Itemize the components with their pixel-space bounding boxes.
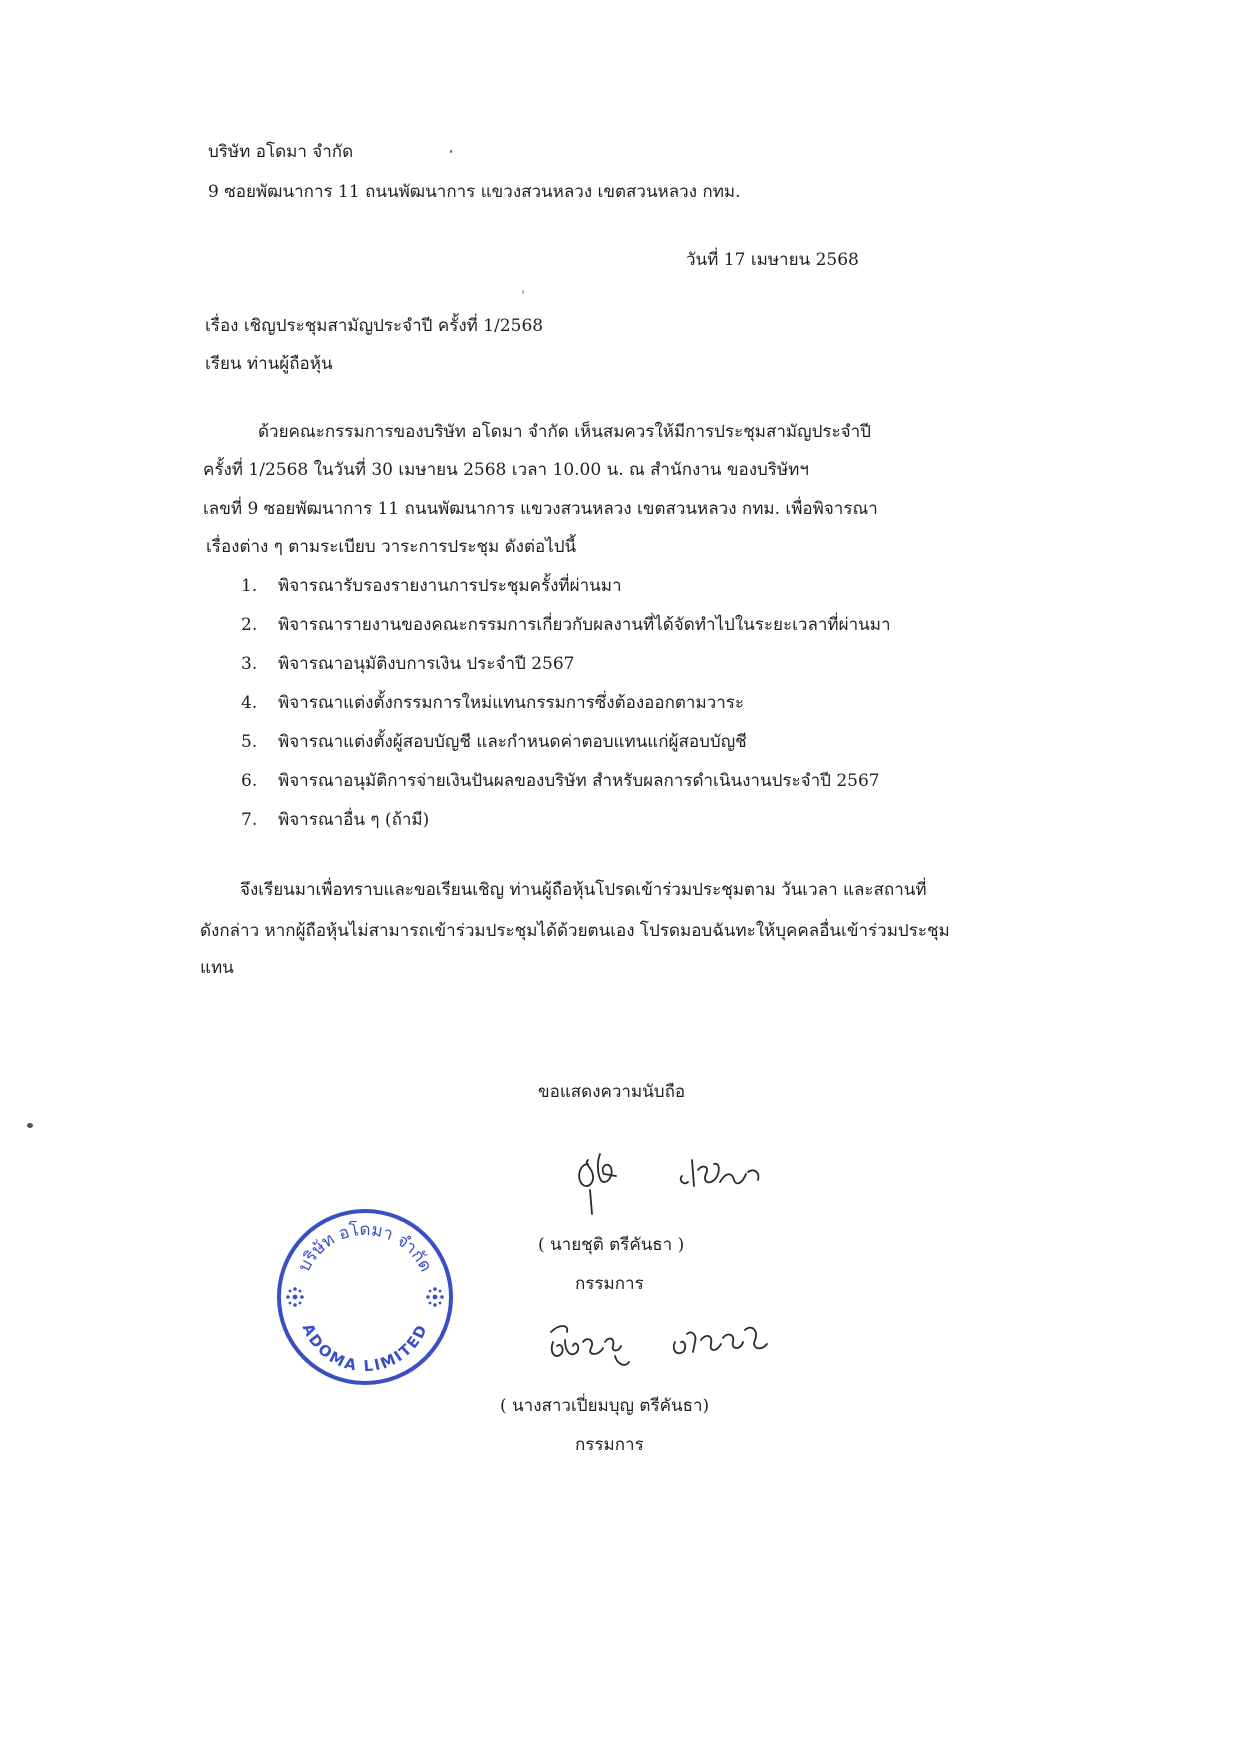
- svg-text:บริษัท อโดมา จำกัด: บริษัท อโดมา จำกัด: [294, 1219, 436, 1276]
- agenda-text: พิจารณารับรองรายงานการประชุมครั้งที่ผ่านมา: [278, 576, 622, 596]
- signatory-1-title: กรรมการ: [575, 1274, 644, 1294]
- agenda-text: พิจารณาอื่น ๆ (ถ้ามี): [278, 810, 430, 830]
- agenda-number: 6.: [241, 771, 258, 791]
- company-name: บริษัท อโดมา จำกัด: [208, 142, 354, 162]
- agenda-number: 5.: [241, 732, 258, 752]
- agenda-number: 2.: [241, 615, 258, 635]
- signatory-1-name: ( นายชุติ ตรีคันธา ): [538, 1235, 685, 1255]
- scan-speck: [522, 290, 524, 294]
- body-intro-line-1: ด้วยคณะกรรมการของบริษัท อโดมา จำกัด เห็นสมควรให้มีการประชุมสามัญประจำปี: [258, 422, 871, 442]
- signature-1-image: [570, 1142, 800, 1222]
- letter-date: วันที่ 17 เมษายน 2568: [686, 250, 859, 270]
- agenda-text: พิจารณารายงานของคณะกรรมการเกี่ยวกับผลงานที่ได้จัดทำไปในระยะเวลาที่ผ่านมา: [278, 615, 891, 635]
- company-address: 9 ซอยพัฒนาการ 11 ถนนพัฒนาการ แขวงสวนหลวง เขตสวนหลวง กทม.: [208, 182, 741, 202]
- scan-speck: [450, 150, 452, 153]
- company-stamp: [273, 1205, 457, 1389]
- signatory-2-name: ( นางสาวเปี่ยมบุญ ตรีคันธา): [500, 1396, 710, 1416]
- agenda-number: 1.: [241, 576, 258, 596]
- body-intro-line-3: เลขที่ 9 ซอยพัฒนาการ 11 ถนนพัฒนาการ แขวงสวนหลวง เขตสวนหลวง กทม. เพื่อพิจารณา: [203, 499, 878, 519]
- closing-line-2: ดังกล่าว หากผู้ถือหุ้นไม่สามารถเข้าร่วมประชุมได้ด้วยตนเอง โปรดมอบฉันทะให้บุคคลอื่นเข้าร่วมประชุม: [200, 921, 950, 941]
- agenda-number: 4.: [241, 693, 258, 713]
- letter-subject: เรื่อง เชิญประชุมสามัญประจำปี ครั้งที่ 1/2568: [205, 316, 544, 336]
- body-intro-line-2: ครั้งที่ 1/2568 ในวันที่ 30 เมษายน 2568 เวลา 10.00 น. ณ สำนักงาน ของบริษัทฯ: [203, 460, 809, 480]
- signatory-2-title: กรรมการ: [575, 1435, 644, 1455]
- letter-salutation: เรียน ท่านผู้ถือหุ้น: [205, 354, 333, 374]
- svg-text:ADOMA LIMITED: ADOMA LIMITED: [298, 1320, 432, 1376]
- agenda-text: พิจารณาแต่งตั้งผู้สอบบัญชี และกำหนดค่าตอบแทนแก่ผู้สอบบัญชี: [278, 732, 747, 752]
- scan-speck: [27, 1123, 33, 1128]
- agenda-text: พิจารณาอนุมัติการจ่ายเงินปันผลของบริษัท สำหรับผลการดำเนินงานประจำปี 2567: [278, 771, 880, 791]
- closing-line-3: แทน: [200, 958, 234, 978]
- closing-line-1: จึงเรียนมาเพื่อทราบและขอเรียนเชิญ ท่านผู้ถือหุ้นโปรดเข้าร่วมประชุมตาม วันเวลา และสถานที่: [240, 880, 927, 900]
- agenda-text: พิจารณาอนุมัติงบการเงิน ประจำปี 2567: [278, 654, 575, 674]
- body-intro-line-4: เรื่องต่าง ๆ ตามระเบียบ วาระการประชุม ดังต่อไปนี้: [206, 537, 577, 557]
- agenda-text: พิจารณาแต่งตั้งกรรมการใหม่แทนกรรมการซึ่งต้องออกตามวาระ: [278, 693, 745, 713]
- agenda-number: 3.: [241, 654, 258, 674]
- signature-2-image: [545, 1312, 815, 1382]
- agenda-number: 7.: [241, 810, 258, 830]
- sign-off: ขอแสดงความนับถือ: [538, 1082, 686, 1102]
